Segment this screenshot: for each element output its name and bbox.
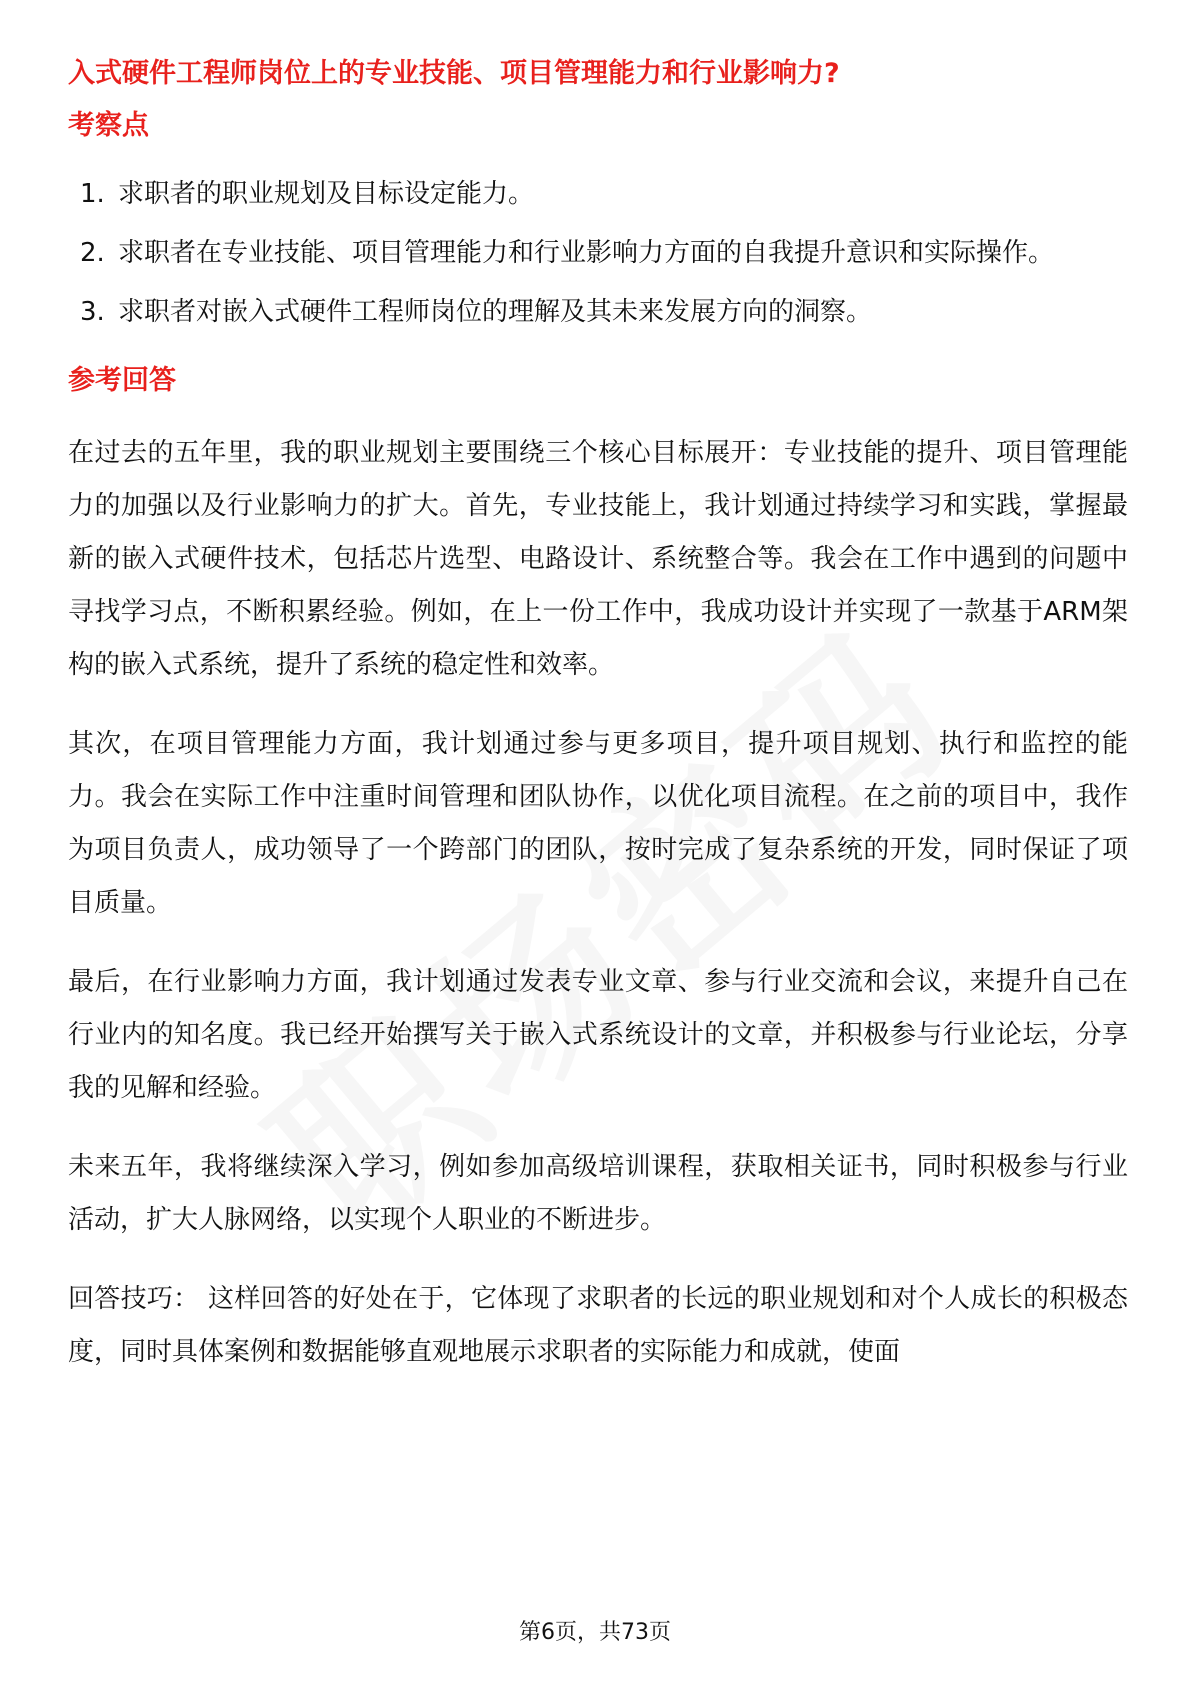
list-item [68,168,1128,221]
list-item-text: 求职者对嵌入式硬件工程师岗位的理解及其未来发展方向的洞察。 [118,297,873,327]
answer-paragraph: 最后，在行业影响力方面，我计划通过发表专业文章、参与行业交流和会议，来提升自己在行业内的知名度。我已经开始撰写关于嵌入式系统设计的文章，并积极参与行业论坛，分享我的见解和经验。 [68,967,1128,1103]
page-title: 入式硬件工程师岗位上的专业技能、项目管理能力和行业影响力? [68,58,840,89]
page-number-footer: 第6页，共73页 [519,1620,671,1645]
content-area [68,50,1128,1379]
answer-paragraph: 其次，在项目管理能力方面，我计划通过参与更多项目，提升项目规划、执行和监控的能力。我会在实际工作中注重时间管理和团队协作，以优化项目流程。在之前的项目中，我作为项目负责人，成功领导了一个跨部门的团队，按时完成了复杂系统的开发，同时保证了项目质量。 [68,729,1128,918]
list-item-number: 2. [80,238,105,268]
points-list [68,168,1128,339]
points-heading: 考察点 [68,110,149,141]
answer-paragraph: 未来五年，我将继续深入学习，例如参加高级培训课程，获取相关证书，同时积极参与行业活动，扩大人脉网络，以实现个人职业的不断进步。 [68,1152,1128,1235]
list-item-number: 1. [80,179,105,209]
list-item-number: 3. [80,297,105,327]
answer-paragraph: 在过去的五年里，我的职业规划主要围绕三个核心目标展开：专业技能的提升、项目管理能力的加强以及行业影响力的扩大。首先，专业技能上，我计划通过持续学习和实践，掌握最新的嵌入式硬件技术，包括芯片选型、电路设计、系统整合等。我会在工作中遇到的问题中寻找学习点，不断积累经验。例如，在上一份工作中，我成功设计并实现了一款基于ARM架构的嵌入式系统，提升了系统的稳定性和效率。 [68,438,1128,680]
list-item [68,227,1128,280]
answer-tips-paragraph: 回答技巧： 这样回答的好处在于，它体现了求职者的长远的职业规划和对个人成长的积极态度，同时具体案例和数据能够直观地展示求职者的实际能力和成就，使面 [68,1284,1128,1367]
list-item-text: 求职者的职业规划及目标设定能力。 [118,179,535,209]
answer-heading: 参考回答 [68,365,176,396]
list-item [68,286,1128,339]
list-item-text: 求职者在专业技能、项目管理能力和行业影响力方面的自我提升意识和实际操作。 [118,238,1055,268]
